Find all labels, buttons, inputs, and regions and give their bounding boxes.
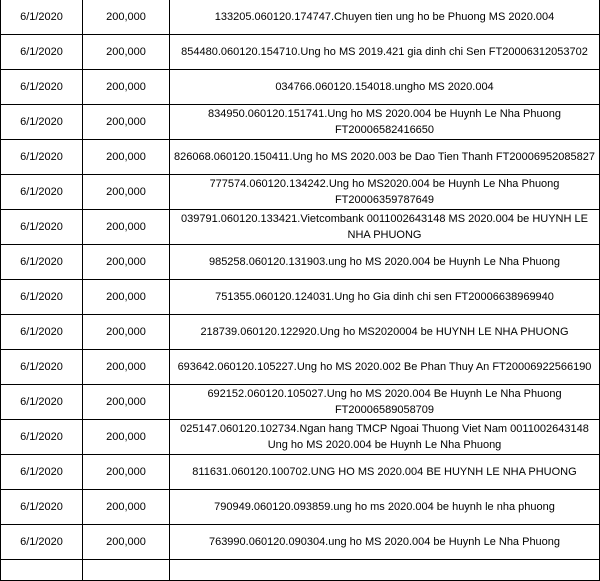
description-cell: 811631.060120.100702.UNG HO MS 2020.004 BE HUYNH LE NHA PHUONG bbox=[170, 455, 600, 490]
amount-cell: 200,000 bbox=[83, 210, 170, 245]
table-row bbox=[1, 525, 600, 560]
donation-table-body bbox=[1, 0, 600, 581]
date-cell: 6/1/2020 bbox=[1, 35, 83, 70]
table-row bbox=[1, 140, 600, 175]
date-cell: 6/1/2020 bbox=[1, 280, 83, 315]
date-cell: 6/1/2020 bbox=[1, 490, 83, 525]
description-cell: 218739.060120.122920.Ung ho MS2020004 be HUYNH LE NHA PHUONG bbox=[170, 315, 600, 350]
amount-cell: 200,000 bbox=[83, 350, 170, 385]
table-row bbox=[1, 70, 600, 105]
description-cell: 025147.060120.102734.Ngan hang TMCP Ngoai Thuong Viet Nam 0011002643148 Ung ho MS 2020.004 be Huynh Le Nha Phuong bbox=[170, 420, 600, 455]
amount-cell: 200,000 bbox=[83, 175, 170, 210]
amount-cell: 200,000 bbox=[83, 420, 170, 455]
table-row bbox=[1, 455, 600, 490]
table-row bbox=[1, 105, 600, 140]
description-cell: 777574.060120.134242.Ung ho MS2020.004 be Huynh Le Nha Phuong FT20006359787649 bbox=[170, 175, 600, 210]
amount-cell: 200,000 bbox=[83, 105, 170, 140]
amount-cell: 200,000 bbox=[83, 140, 170, 175]
table-row bbox=[1, 315, 600, 350]
date-cell: 6/1/2020 bbox=[1, 210, 83, 245]
table-row bbox=[1, 280, 600, 315]
description-cell: 763990.060120.090304.ung ho MS 2020.004 be Huynh Le Nha Phuong bbox=[170, 525, 600, 560]
date-cell: 6/1/2020 bbox=[1, 140, 83, 175]
description-cell: 133205.060120.174747.Chuyen tien ung ho be Phuong MS 2020.004 bbox=[170, 0, 600, 35]
date-cell: 6/1/2020 bbox=[1, 245, 83, 280]
date-cell: 6/1/2020 bbox=[1, 0, 83, 35]
date-cell: 6/1/2020 bbox=[1, 525, 83, 560]
description-cell: 034766.060120.154018.ungho MS 2020.004 bbox=[170, 70, 600, 105]
amount-cell: 200,000 bbox=[83, 455, 170, 490]
description-cell: 826068.060120.150411.Ung ho MS 2020.003 be Dao Tien Thanh FT20006952085827 bbox=[170, 140, 600, 175]
amount-cell: 200,000 bbox=[83, 35, 170, 70]
amount-cell: 200,000 bbox=[83, 280, 170, 315]
date-cell: 6/1/2020 bbox=[1, 350, 83, 385]
table-row-partial bbox=[1, 560, 600, 581]
table-row bbox=[1, 350, 600, 385]
table-row bbox=[1, 35, 600, 70]
amount-cell bbox=[83, 560, 170, 581]
description-cell: 790949.060120.093859.ung ho ms 2020.004 be huynh le nha phuong bbox=[170, 490, 600, 525]
table-row bbox=[1, 210, 600, 245]
description-cell bbox=[170, 560, 600, 581]
description-cell: 039791.060120.133421.Vietcombank 0011002643148 MS 2020.004 be HUYNH LE NHA PHUONG bbox=[170, 210, 600, 245]
description-cell: 854480.060120.154710.Ung ho MS 2019.421 gia dinh chi Sen FT20006312053702 bbox=[170, 35, 600, 70]
description-cell: 751355.060120.124031.Ung ho Gia dinh chi sen FT20006638969940 bbox=[170, 280, 600, 315]
description-cell: 985258.060120.131903.ung ho MS 2020.004 be Huynh Le Nha Phuong bbox=[170, 245, 600, 280]
table-row bbox=[1, 490, 600, 525]
date-cell: 6/1/2020 bbox=[1, 70, 83, 105]
amount-cell: 200,000 bbox=[83, 70, 170, 105]
date-cell: 6/1/2020 bbox=[1, 315, 83, 350]
date-cell: 6/1/2020 bbox=[1, 175, 83, 210]
amount-cell: 200,000 bbox=[83, 525, 170, 560]
table-row bbox=[1, 0, 600, 35]
table-row bbox=[1, 245, 600, 280]
amount-cell: 200,000 bbox=[83, 315, 170, 350]
date-cell: 6/1/2020 bbox=[1, 105, 83, 140]
amount-cell: 200,000 bbox=[83, 245, 170, 280]
date-cell: 6/1/2020 bbox=[1, 385, 83, 420]
table-row bbox=[1, 175, 600, 210]
description-cell: 834950.060120.151741.Ung ho MS 2020.004 be Huynh Le Nha Phuong FT20006582416650 bbox=[170, 105, 600, 140]
amount-cell: 200,000 bbox=[83, 0, 170, 35]
table-row bbox=[1, 420, 600, 455]
date-cell: 6/1/2020 bbox=[1, 420, 83, 455]
description-cell: 692152.060120.105027.Ung ho MS 2020.004 Be Huynh Le Nha Phuong FT20006589058709 bbox=[170, 385, 600, 420]
date-cell: 6/1/2020 bbox=[1, 455, 83, 490]
date-cell bbox=[1, 560, 83, 581]
description-cell: 693642.060120.105227.Ung ho MS 2020.002 Be Phan Thuy An FT20006922566190 bbox=[170, 350, 600, 385]
amount-cell: 200,000 bbox=[83, 385, 170, 420]
table-row bbox=[1, 385, 600, 420]
amount-cell: 200,000 bbox=[83, 490, 170, 525]
